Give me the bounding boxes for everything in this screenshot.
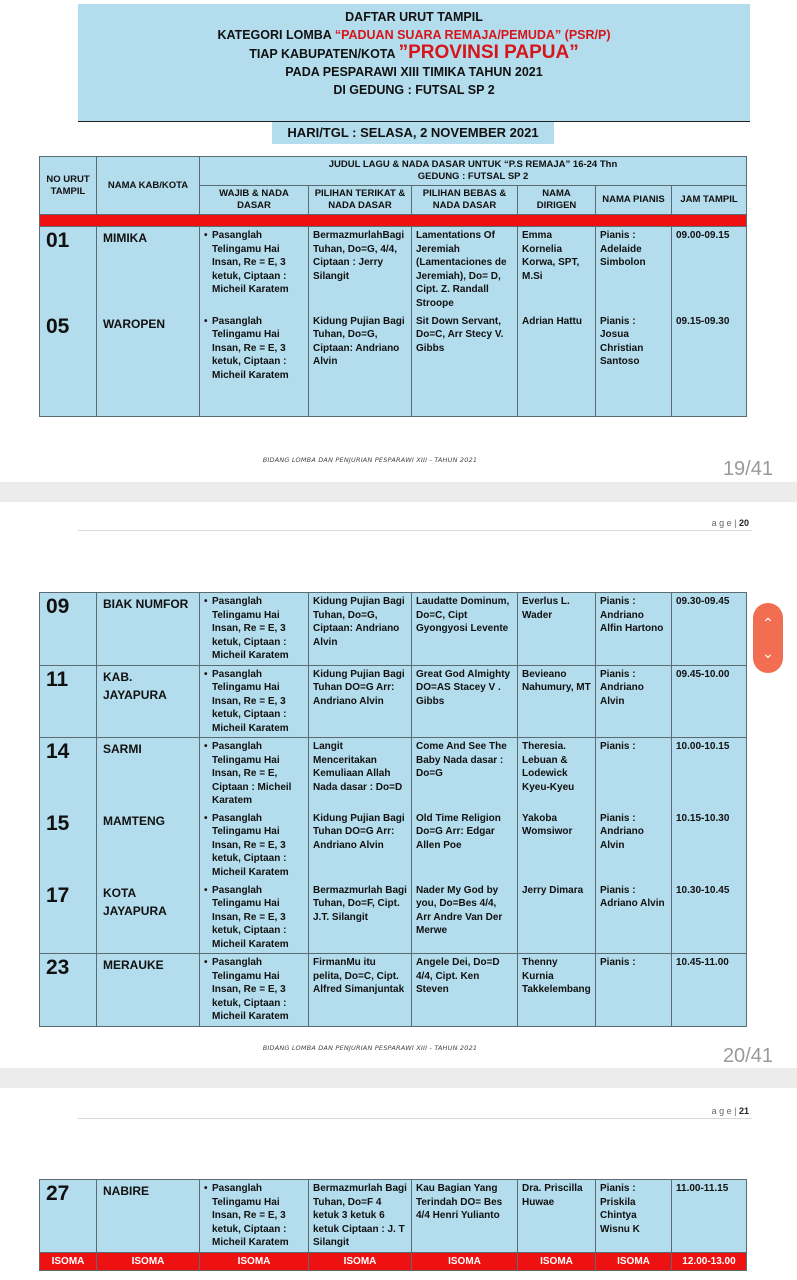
bullet-icon: • — [204, 315, 208, 327]
isoma-cell: ISOMA — [40, 1252, 97, 1271]
table-title — [200, 157, 747, 186]
isoma-cell: ISOMA — [97, 1252, 200, 1271]
isoma-cell: ISOMA — [596, 1252, 672, 1271]
table-row — [40, 738, 747, 810]
row-dirigen: Everlus L. Wader — [518, 593, 596, 666]
schedule-table-p19 — [39, 156, 747, 417]
row-kabupaten: MAMTENG — [97, 810, 200, 882]
schedule-table-p21 — [39, 1179, 747, 1271]
red-separator — [40, 215, 747, 227]
row-jam: 10.15-10.30 — [672, 810, 747, 882]
row-wajib — [200, 810, 309, 882]
schedule-date: HARI/TGL : SELASA, 2 NOVEMBER 2021 — [272, 122, 554, 144]
wajib-text: Pasanglah Telingamu Hai Insan, Re = E, 3 ketuk, Ciptaan : Micheil Karatem — [212, 812, 289, 878]
row-kabupaten: WAROPEN — [97, 313, 200, 417]
chevron-up-icon[interactable]: ⌃ — [762, 615, 774, 631]
isoma-cell: ISOMA — [412, 1252, 518, 1271]
row-kabupaten: SARMI — [97, 738, 200, 810]
row-wajib — [200, 313, 309, 417]
row-kabupaten: KOTA JAYAPURA — [97, 882, 200, 954]
row-pianis: Pianis : Adriano Alvin — [596, 882, 672, 954]
row-dirigen: Theresia. Lebuan & Lodewick Kyeu-Kyeu — [518, 738, 596, 810]
row-number: 11 — [40, 665, 97, 738]
row-number: 15 — [40, 810, 97, 882]
wajib-text: Pasanglah Telingamu Hai Insan, Re = E, 3 ketuk, Ciptaan : Micheil Karatem — [212, 1183, 289, 1248]
row-number: 23 — [40, 954, 97, 1027]
row-kabupaten: NABIRE — [97, 1180, 200, 1253]
wajib-text: Pasanglah Telingamu Hai Insan, Re = E, Ciptaan : Micheil Karatem — [212, 741, 292, 806]
row-wajib — [200, 738, 309, 810]
wajib-text: Pasanglah Telingamu Hai Insan, Re = E, 3 ketuk, Ciptaan : Micheil Karatem — [212, 230, 289, 295]
header-line3 — [78, 44, 750, 63]
row-terikat: BermazmurlahBagi Tuhan, Do=G, 4/4, Ciptaan : Jerry Silangit — [309, 227, 412, 313]
row-dirigen: Adrian Hattu — [518, 313, 596, 417]
wajib-text: Pasanglah Telingamu Hai Insan, Re = E, 3 ketuk, Ciptaan : Micheil Karatem — [212, 884, 289, 950]
rows-p19 — [40, 227, 747, 417]
table-row — [40, 954, 747, 1027]
header-box — [78, 4, 750, 122]
row-dirigen: Yakoba Womsiwor — [518, 810, 596, 882]
row-dirigen: Dra. Priscilla Huwae — [518, 1180, 596, 1253]
table-title-line2: GEDUNG : FUTSAL SP 2 — [417, 171, 529, 182]
page-rule-21 — [78, 1118, 752, 1119]
row-bebas: Nader My God by you, Do=Bes 4/4, Arr Andre Van Der Merwe — [412, 882, 518, 954]
row-terikat: Bermazmurlah Bagi Tuhan, Do=F, Cipt. J.T. Silangit — [309, 882, 412, 954]
col-kab-header: NAMA KAB/KOTA — [97, 157, 200, 215]
wajib-text: Pasanglah Telingamu Hai Insan, Re = E, 3 ketuk, Ciptaan : Micheil Karatem — [212, 668, 289, 734]
row-terikat: Kidung Pujian Bagi Tuhan, Do=G, Ciptaan: Andriano Alvin — [309, 313, 412, 417]
row-pianis: Pianis : Priskila Chintya Wisnu K — [596, 1180, 672, 1253]
row-wajib — [200, 1180, 309, 1253]
table-head-row1 — [40, 157, 747, 186]
row-jam: 10.00-10.15 — [672, 738, 747, 810]
table-row — [40, 882, 747, 954]
page-label-prefix: a g e — [711, 518, 732, 528]
wajib-text: Pasanglah Telingamu Hai Insan, Re = E, 3 ketuk, Ciptaan : Micheil Karatem — [212, 315, 289, 381]
scroll-control[interactable] — [753, 603, 783, 673]
bullet-icon: • — [204, 812, 208, 824]
row-number: 17 — [40, 882, 97, 954]
bullet-icon: • — [204, 230, 208, 241]
schedule-table-p20 — [39, 592, 747, 1027]
page-label-21: a g e | 21 — [711, 1106, 749, 1116]
page-number-19: 19/41 — [722, 458, 773, 480]
rows-p21 — [40, 1180, 747, 1253]
table-row — [40, 227, 747, 313]
row-bebas: Great God Almighty DO=AS Stacey V . Gibbs — [412, 665, 518, 738]
page-label-20: a g e | 20 — [711, 518, 749, 528]
row-bebas: Come And See The Baby Nada dasar : Do=G — [412, 738, 518, 810]
row-number: 14 — [40, 738, 97, 810]
row-dirigen: Emma Kornelia Korwa, SPT, M.Si — [518, 227, 596, 313]
row-pianis: Pianis : — [596, 738, 672, 810]
page-label-num: 20 — [738, 518, 749, 528]
row-pianis: Pianis : Adelaide Simbolon — [596, 227, 672, 313]
table-row — [40, 1180, 747, 1253]
bullet-icon: • — [204, 668, 208, 680]
row-dirigen: Bevieano Nahumury, MT — [518, 665, 596, 738]
isoma-row — [40, 1252, 747, 1271]
col-wajib-header: WAJIB & NADA DASAR — [200, 186, 309, 215]
row-jam: 09.00-09.15 — [672, 227, 747, 313]
col-no-header: NO URUT TAMPIL — [40, 157, 97, 215]
row-jam: 09.30-09.45 — [672, 593, 747, 666]
row-wajib — [200, 954, 309, 1027]
col-terikat-header: PILIHAN TERIKAT & NADA DASAR — [309, 186, 412, 215]
row-terikat: Kidung Pujian Bagi Tuhan DO=G Arr: Andriano Alvin — [309, 810, 412, 882]
isoma-jam: 12.00-13.00 — [672, 1252, 747, 1271]
bullet-icon: • — [204, 741, 208, 752]
row-pianis: Pianis : Josua Christian Santoso — [596, 313, 672, 417]
page-label-prefix-21: a g e — [711, 1106, 732, 1116]
row-kabupaten: BIAK NUMFOR — [97, 593, 200, 666]
bullet-icon: • — [204, 957, 208, 968]
row-number: 27 — [40, 1180, 97, 1253]
row-bebas: Sit Down Servant, Do=C, Arr Stecy V. Gibbs — [412, 313, 518, 417]
row-terikat: Langit Menceritakan Kemuliaan Allah Nada dasar : Do=D — [309, 738, 412, 810]
page-number-20: 20/41 — [722, 1045, 773, 1067]
wajib-text: Pasanglah Telingamu Hai Insan, Re = E, 3 ketuk, Ciptaan : Micheil Karatem — [212, 957, 289, 1022]
row-bebas: Angele Dei, Do=D 4/4, Cipt. Ken Steven — [412, 954, 518, 1027]
header-line2-red: “PADUAN SUARA REMAJA/PEMUDA” (PSR/P) — [334, 28, 611, 42]
page-gap-1 — [0, 482, 797, 502]
wajib-text: Pasanglah Telingamu Hai Insan, Re = E, 3 ketuk, Ciptaan : Micheil Karatem — [212, 596, 289, 661]
col-dirigen-header: NAMA DIRIGEN — [518, 186, 596, 215]
row-terikat: Kidung Pujian Bagi Tuhan, Do=G, Ciptaan: Andriano Alvin — [309, 593, 412, 666]
isoma-cell: ISOMA — [200, 1252, 309, 1271]
row-number: 09 — [40, 593, 97, 666]
row-bebas: Laudatte Dominum, Do=C, Cipt Gyongyosi Levente — [412, 593, 518, 666]
row-jam: 09.45-10.00 — [672, 665, 747, 738]
header-line2-prefix: KATEGORI LOMBA — [217, 28, 335, 42]
col-pianis-header: NAMA PIANIS — [596, 186, 672, 215]
row-number: 05 — [40, 313, 97, 417]
table-title-line1: JUDUL LAGU & NADA DASAR UNTUK “P.S REMAJA” 16-24 Thn — [328, 159, 618, 170]
col-jam-header: JAM TAMPIL — [672, 186, 747, 215]
row-kabupaten: MERAUKE — [97, 954, 200, 1027]
rows-p20 — [40, 593, 747, 1027]
row-pianis: Pianis : Andriano Alvin — [596, 665, 672, 738]
row-kabupaten: MIMIKA — [97, 227, 200, 313]
row-pianis: Pianis : Andriano Alvin — [596, 810, 672, 882]
row-wajib — [200, 665, 309, 738]
row-terikat: Bermazmurlah Bagi Tuhan, Do=F 4 ketuk 3 ketuk 6 ketuk Ciptaan : J. T Silangit — [309, 1180, 412, 1253]
row-jam: 09.15-09.30 — [672, 313, 747, 417]
page-rule-20 — [78, 530, 752, 531]
col-bebas-header: PILIHAN BEBAS & NADA DASAR — [412, 186, 518, 215]
footer-note-p20: BIDANG LOMBA DAN PENJURIAN PESPARAWI XIII - TAHUN 2021 — [262, 1044, 478, 1052]
table-row — [40, 593, 747, 666]
header-line1: DAFTAR URUT TAMPIL — [345, 10, 483, 24]
isoma-cell: ISOMA — [309, 1252, 412, 1271]
row-dirigen: Thenny Kurnia Takkelembang — [518, 954, 596, 1027]
row-jam: 11.00-11.15 — [672, 1180, 747, 1253]
header-line4: PADA PESPARAWI XIII TIMIKA TAHUN 2021 — [285, 65, 543, 79]
header-line3-prefix: TIAP KABUPATEN/KOTA — [249, 47, 399, 61]
row-wajib — [200, 593, 309, 666]
row-dirigen: Jerry Dimara — [518, 882, 596, 954]
row-bebas: Kau Bagian Yang Terindah DO= Bes 4/4 Henri Yulianto — [412, 1180, 518, 1253]
table-row — [40, 313, 747, 417]
row-bebas: Lamentations Of Jeremiah (Lamentaciones de Jeremiah), Do= D, Cipt. Z. Randall Stroope — [412, 227, 518, 313]
table-row — [40, 665, 747, 738]
isoma-cell: ISOMA — [518, 1252, 596, 1271]
row-wajib — [200, 227, 309, 313]
row-wajib — [200, 882, 309, 954]
footer-note-p19: BIDANG LOMBA DAN PENJURIAN PESPARAWI XIII - TAHUN 2021 — [262, 456, 478, 464]
bullet-icon: • — [204, 1183, 208, 1194]
row-pianis: Pianis : Andriano Alfin Hartono — [596, 593, 672, 666]
bullet-icon: • — [204, 596, 208, 607]
row-number: 01 — [40, 227, 97, 313]
table-row — [40, 810, 747, 882]
header-line3-red: ”PROVINSI PAPUA” — [398, 42, 579, 63]
header-line5: DI GEDUNG : FUTSAL SP 2 — [333, 83, 495, 97]
row-jam: 10.30-10.45 — [672, 882, 747, 954]
bullet-icon: • — [204, 884, 208, 896]
page-gap-2 — [0, 1068, 797, 1088]
row-pianis: Pianis : — [596, 954, 672, 1027]
row-jam: 10.45-11.00 — [672, 954, 747, 1027]
row-kabupaten: KAB. JAYAPURA — [97, 665, 200, 738]
row-terikat: FirmanMu itu pelita, Do=C, Cipt. Alfred Simanjuntak — [309, 954, 412, 1027]
chevron-down-icon[interactable]: ⌄ — [762, 645, 774, 661]
row-bebas: Old Time Religion Do=G Arr: Edgar Allen Poe — [412, 810, 518, 882]
page-label-num-21: 21 — [738, 1106, 749, 1116]
row-terikat: Kidung Pujian Bagi Tuhan DO=G Arr: Andriano Alvin — [309, 665, 412, 738]
